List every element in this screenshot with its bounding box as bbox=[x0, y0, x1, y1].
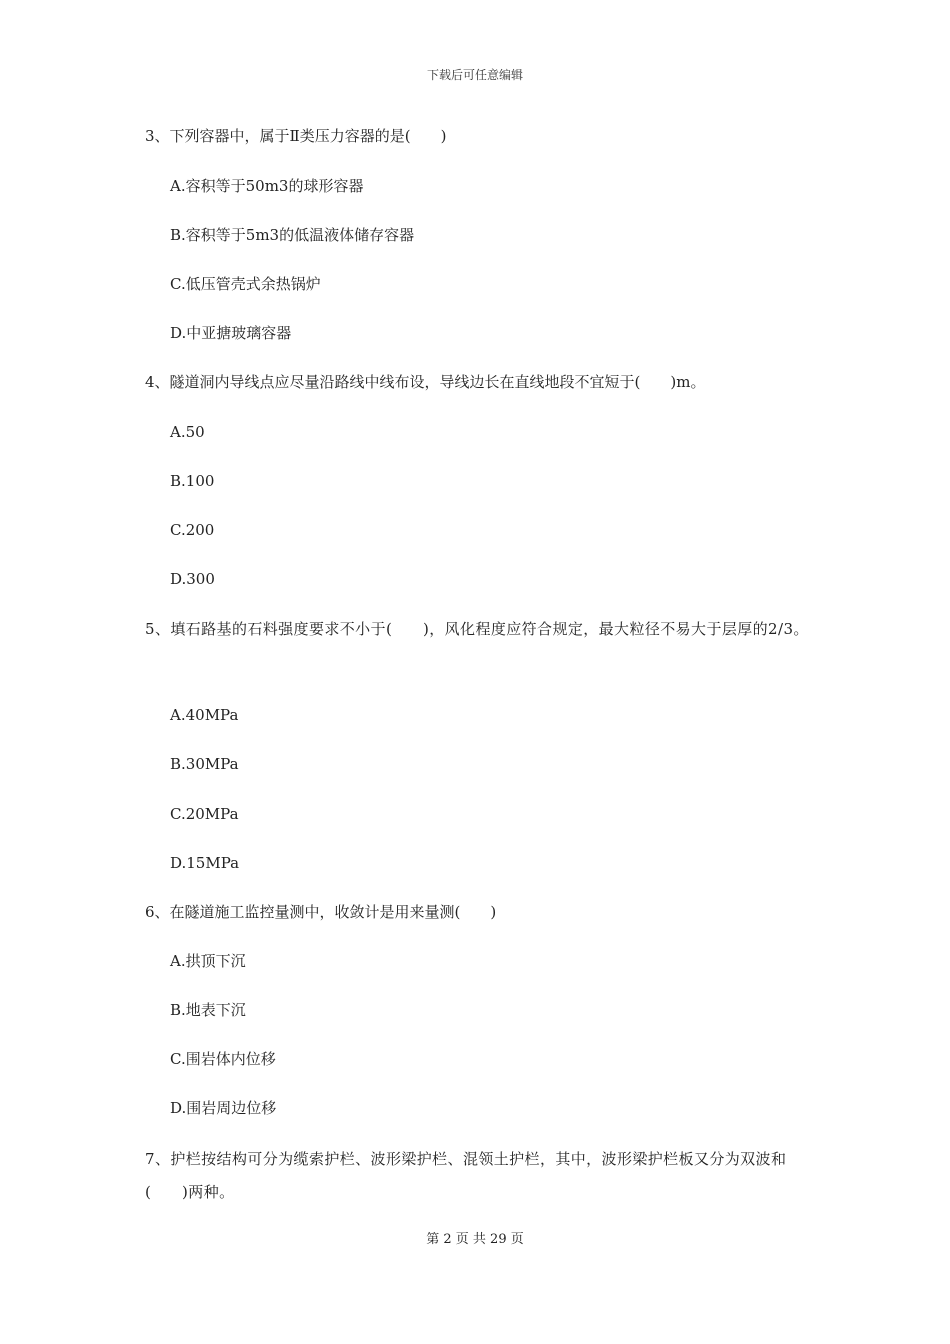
question-5-option-d: D.15MPa bbox=[170, 854, 240, 872]
question-6-option-d: D.围岩周边位移 bbox=[170, 1099, 277, 1117]
question-3-option-d: D.中亚搪玻璃容器 bbox=[170, 324, 292, 342]
question-6: 6、在隧道施工监控量测中，收敛计是用来量测( ) bbox=[145, 903, 497, 921]
question-5-option-c: C.20MPa bbox=[170, 805, 239, 823]
question-3-option-a: A.容积等于50m3的球形容器 bbox=[170, 177, 364, 195]
question-5-option-a: A.40MPa bbox=[170, 706, 239, 724]
question-6-option-c: C.围岩体内位移 bbox=[170, 1050, 276, 1068]
question-3-option-c: C.低压管壳式余热锅炉 bbox=[170, 275, 321, 293]
page-number-footer: 第 2 页 共 29 页 bbox=[426, 1232, 524, 1247]
question-4: 4、隧道洞内导线点应尽量沿路线中线布设，导线边长在直线地段不宜短于( )m。 bbox=[145, 373, 706, 391]
question-4-option-c: C.200 bbox=[170, 521, 215, 539]
question-3: 3、下列容器中，属于Ⅱ类压力容器的是( ) bbox=[145, 127, 447, 145]
question-6-option-b: B.地表下沉 bbox=[170, 1001, 246, 1019]
question-5: 5、填石路基的石料强度要求不小于( )，风化程度应符合规定，最大粒径不易大于层厚的2/3。 bbox=[145, 620, 809, 638]
question-7: 7、护栏按结构可分为缆索护栏、波形梁护栏、混领土护栏，其中，波形梁护栏板又分为双波和( )两种。 bbox=[145, 1150, 787, 1201]
question-6-option-a: A.拱顶下沉 bbox=[170, 952, 246, 970]
question-4-option-b: B.100 bbox=[170, 472, 215, 490]
question-4-option-d: D.300 bbox=[170, 570, 215, 588]
question-3-option-b: B.容积等于5m3的低温液体储存容器 bbox=[170, 226, 415, 244]
question-5-option-b: B.30MPa bbox=[170, 755, 239, 773]
question-4-option-a: A.50 bbox=[170, 423, 205, 441]
page-header: 下载后可任意编辑 bbox=[426, 68, 523, 82]
